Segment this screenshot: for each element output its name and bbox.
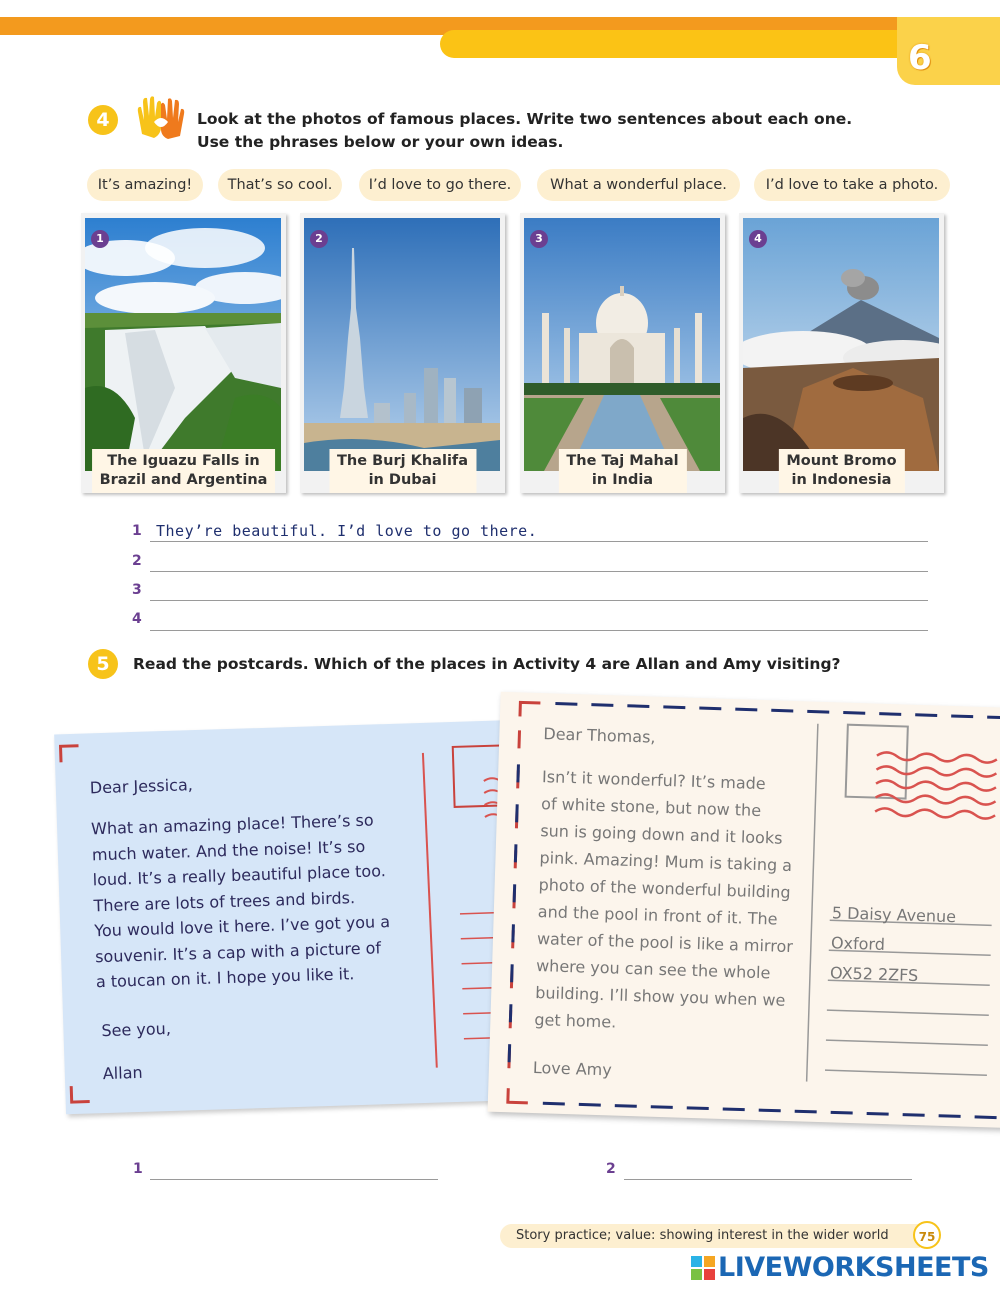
answer-input-1[interactable]: They’re beautiful. I’d love to go there. <box>156 522 538 540</box>
caption-line: in India <box>591 472 654 488</box>
postcard-closing: See you, <box>101 1018 172 1041</box>
phrase-chip: I’d love to go there. <box>359 169 521 201</box>
postcard-allan <box>54 720 536 1115</box>
address-line: Oxford <box>830 933 886 954</box>
postcard-line: loud. It’s a really beautiful place too. <box>92 861 387 890</box>
unit-number: 6 <box>908 38 932 78</box>
address-line: 5 Daisy Avenue <box>831 903 957 927</box>
postcard-line: You would love it here. I’ve got you a <box>94 912 391 941</box>
photo-number: 4 <box>749 230 767 248</box>
postcard-body <box>534 763 812 1041</box>
caption-line: The Burj Khalifa <box>336 453 469 469</box>
postcard-signature: Allan <box>102 1062 143 1084</box>
answer-number: 2 <box>132 553 142 569</box>
liveworksheets-logo-icon <box>691 1256 715 1284</box>
caption-line: in Indonesia <box>791 472 892 488</box>
answer-input-4[interactable] <box>150 630 928 631</box>
postcard-line: of white stone, but now the <box>540 794 762 821</box>
answer-number: 4 <box>132 611 142 627</box>
photo-caption <box>92 449 276 493</box>
postcard-line: water of the pool is like a mirror <box>536 929 794 957</box>
postcard-line: souvenir. It’s a cap with a picture of <box>94 937 382 966</box>
postcard-line: There are lots of trees and birds. <box>93 887 356 915</box>
page-number: 75 <box>913 1221 941 1249</box>
photo-caption <box>329 449 476 493</box>
postcard-line: photo of the wonderful building <box>538 875 791 902</box>
postcard-line: much water. And the noise! It’s so <box>91 836 366 864</box>
postcard-line: Isn’t it wonderful? It’s made <box>541 767 767 794</box>
answer-number: 1 <box>133 1161 143 1177</box>
postcard-line: a toucan on it. I hope you like it. <box>95 964 355 992</box>
postcard-address <box>830 898 957 992</box>
activity-4-instruction-line1: Look at the photos of famous places. Write two sentences about each one. <box>197 110 853 128</box>
postcard-greeting: Dear Jessica, <box>89 775 194 798</box>
photo-number: 1 <box>91 230 109 248</box>
phrase-chip: It’s amazing! <box>87 169 203 201</box>
postcard-line: and the pool in front of it. The <box>537 902 778 929</box>
phrase-chip: What a wonderful place. <box>537 169 740 201</box>
caption-line: The Taj Mahal <box>566 453 679 469</box>
postcard-answer-input-1[interactable] <box>150 1179 438 1180</box>
postcard-closing: Love Amy <box>532 1057 613 1080</box>
skyscraper-photo <box>304 218 500 471</box>
footer-label <box>500 1224 920 1248</box>
postcard-line: sun is going down and it looks <box>540 821 783 848</box>
answer-number: 1 <box>132 523 142 539</box>
phrase-chip: I’d love to take a photo. <box>754 169 950 201</box>
photo-card-3 <box>520 213 725 493</box>
answer-input-2[interactable] <box>150 571 928 572</box>
waterfall-photo <box>85 218 281 471</box>
postcard-answer-input-2[interactable] <box>624 1179 912 1180</box>
photo-card-2 <box>300 213 505 493</box>
answer-number: 3 <box>132 582 142 598</box>
postcard-body <box>91 806 416 994</box>
address-line: OX52 2ZFS <box>829 963 919 986</box>
hands-icon <box>132 94 190 144</box>
caption-line: in Dubai <box>368 472 437 488</box>
caption-line: The Iguazu Falls in <box>107 453 260 469</box>
photo-caption <box>778 449 904 493</box>
photo-card-4 <box>739 213 944 493</box>
answer-line <box>150 541 928 542</box>
photo-caption <box>558 449 686 493</box>
photo-number: 2 <box>310 230 328 248</box>
header-band-yellow <box>440 30 910 58</box>
activity-4-number: 4 <box>88 105 118 135</box>
postcard-line: where you can see the whole <box>535 956 771 983</box>
photo-number: 3 <box>530 230 548 248</box>
footer-text: Story practice; value: showing interest in the wider world <box>516 1228 889 1243</box>
activity-5-instruction: Read the postcards. Which of the places in Activity 4 are Allan and Amy visiting? <box>133 655 841 673</box>
postcard-greeting: Dear Thomas, <box>543 724 656 747</box>
postcard-line: building. I’ll show you when we <box>534 983 786 1010</box>
brand-name[interactable]: LIVEWORKSHEETS <box>718 1252 989 1283</box>
phrase-chip: That’s so cool. <box>218 169 342 201</box>
activity-4-instruction-line2: Use the phrases below or your own ideas. <box>197 133 564 151</box>
photo-card-1 <box>81 213 286 493</box>
postcard-line: get home. <box>534 1010 617 1032</box>
caption-line: Mount Bromo <box>786 453 897 469</box>
volcano-photo <box>743 218 939 471</box>
answer-number: 2 <box>606 1161 616 1177</box>
answer-input-3[interactable] <box>150 600 928 601</box>
palace-photo <box>524 218 720 471</box>
postcard-line: What an amazing place! There’s so <box>90 810 374 839</box>
caption-line: Brazil and Argentina <box>99 472 268 488</box>
postcard-line: pink. Amazing! Mum is taking a <box>539 848 793 876</box>
activity-5-number: 5 <box>88 649 118 679</box>
postcard-amy <box>488 692 1000 1128</box>
